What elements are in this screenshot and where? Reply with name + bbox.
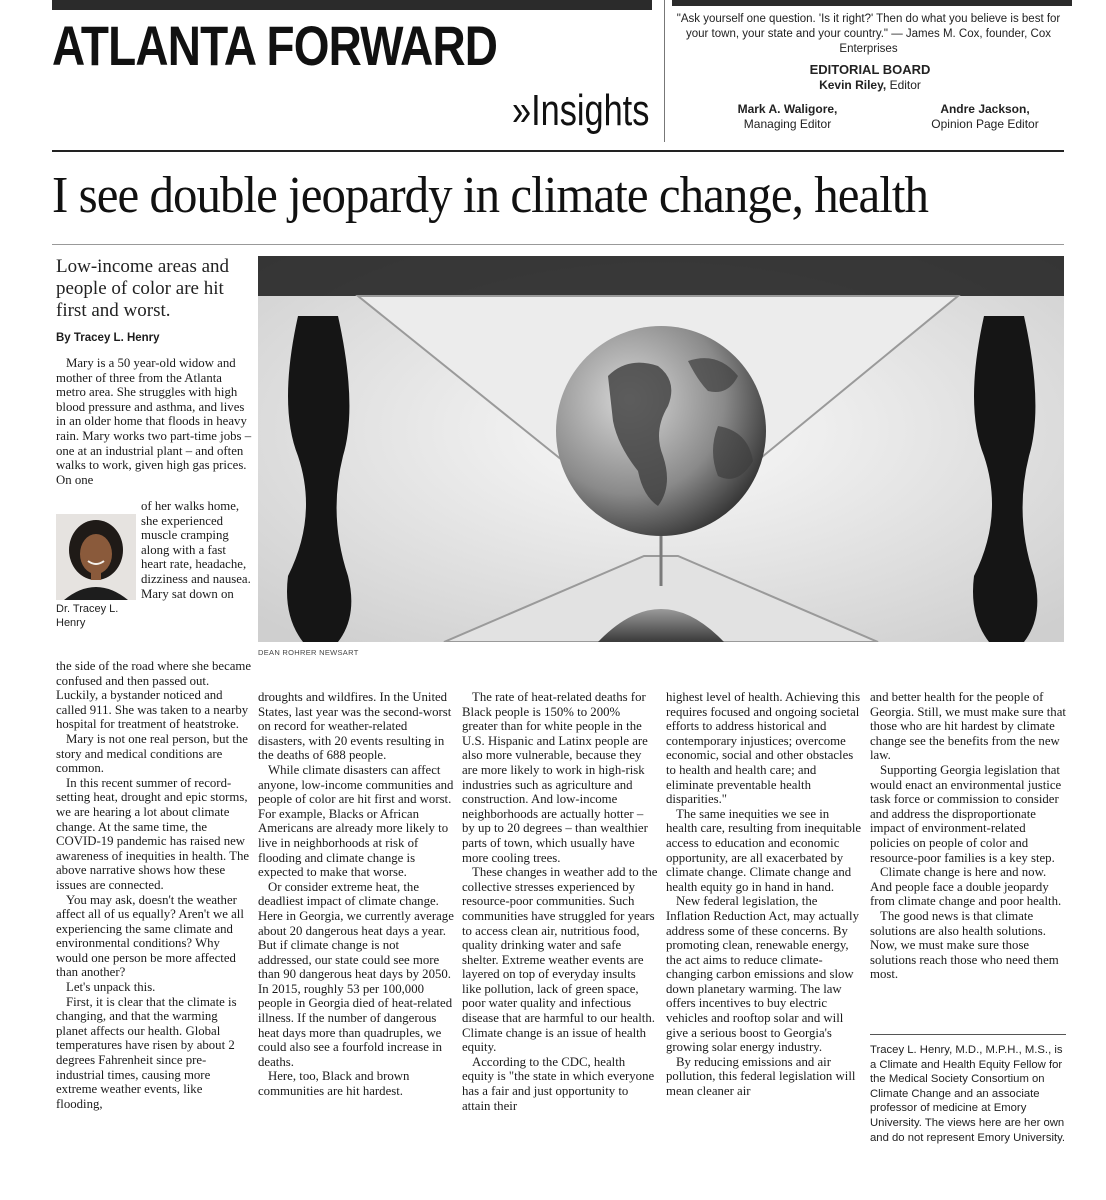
paragraph: highest level of health. Achieving this requires focused and ongoing societal efforts to address historical and contemporary injustices; overcome economic, social and other obstacles to health and health care; and eliminate preventable health disparities.": [666, 690, 861, 807]
opinion-editor-name: Andre Jackson,: [940, 102, 1030, 116]
paragraph: By reducing emissions and air pollution, this federal legislation will mean cleaner air: [666, 1054, 856, 1099]
paragraph: The same inequities we see in health care, resulting from inequitable access to education and economic opportunity, are all exacerbated by climate change. Climate change and health equity go in hand in hand.: [666, 806, 862, 894]
article-column-1-wrap: [141, 499, 252, 601]
paragraph: of her walks home, she experienced muscle cramping along with a fast heart rate, headache, dizziness and nausea. Mary sat down on: [141, 499, 251, 601]
section-subtitle: »Insights: [512, 86, 650, 135]
paragraph: Let's unpack this.: [66, 980, 156, 995]
paragraph: According to the CDC, health equity is "the state in which everyone has a fair and just opportunity to attain their: [462, 1054, 655, 1113]
article-column-1-top: [56, 356, 252, 487]
photo-caption: Dr. Tracey L. Henry: [56, 603, 119, 629]
paragraph: Mary is not one real person, but the story and medical conditions are common.: [56, 731, 248, 776]
masthead-divider: [664, 0, 665, 142]
byline: By Tracey L. Henry: [56, 332, 160, 344]
opinion-editor-role: Opinion Page Editor: [931, 117, 1039, 131]
illustration-credit: DEAN ROHRER NEWSART: [258, 648, 359, 657]
paragraph: The rate of heat-related deaths for Black people is 150% to 200% greater than for white people in the U.S. Hispanic and Latinx people are also more vulnerable, because they are more likely to work in high-risk industries such as agriculture and construction. And low-income neighborhoods are actually hotter – by up to 20 degrees – than wealthier parts of town, which usually have more cooling trees.: [462, 690, 648, 865]
author-bio: Tracey L. Henry, M.D., M.P.H., M.S., is a Climate and Health Equity Fellow for the Medical Society Consortium on Climate Change and an associate professor of medicine at Emory University. The views here are her own and do not represent Emory University.: [870, 1034, 1066, 1145]
paragraph: In this recent summer of record-setting heat, drought and epic storms, we are hearing a lot about climate change. At the same time, the COVID-19 pandemic has raised new awareness of inequities in health. The above narrative shows how these issues are connected.: [56, 775, 250, 892]
paragraph: Or consider extreme heat, the deadliest impact of climate change. Here in Georgia, we currently average about 20 dangerous heat days a year. But if climate change is not addressed, our state could see more than 90 dangerous heat days by 2050. In 2015, roughly 53 per 100,000 people in Georgia died of heat-related illness. If the number of dangerous heat days more than quadruples, we could also see a fourfold increase in deaths.: [258, 879, 454, 1069]
paragraph: Climate change is here and now. And people face a double jeopardy from climate change and poor health.: [870, 865, 1062, 909]
paragraph: Here, too, Black and brown communities are hit hardest.: [258, 1069, 410, 1099]
masthead: [52, 14, 662, 135]
header-rule: [52, 150, 1064, 152]
paragraph: While climate disasters can affect anyone, low-income communities and people of color are hit first and worst. For example, Blacks or African Americans are already more likely to live in neighborhoods at risk of flooding and climate change is expected to make that worse.: [258, 762, 454, 880]
article-column-5: [870, 690, 1066, 982]
founder-quote: "Ask yourself one question. 'Is it right?' Then do what you believe is best for your town, your state and your country." — James M. Cox, founder, Cox Enterprises: [676, 13, 1061, 55]
editor-role: Editor: [889, 78, 921, 92]
managing-editor-role: Managing Editor: [743, 117, 832, 131]
article-column-2: [258, 690, 454, 1099]
paragraph: Supporting Georgia legislation that would enact an environmental justice task force or commission to consider and address the disproportionate impact of environment-related policies on people of color and resource-poor families is a key step.: [870, 762, 1062, 865]
paragraph: These changes in weather add to the collective stresses experienced by resource-poor communities. Such communities have struggled for years to access clean air, nutritious food, quality drinking water and safe shelter. Extreme weather events are layered on top of everyday insults like pollution, lack of green space, poor water quality and infectious disease that are harmful to our health. Climate change is an issue of health equity.: [462, 865, 658, 1055]
paragraph: You may ask, doesn't the weather affect all of us equally? Aren't we all experiencing the same climate and environmental conditions? Why would one person be more affected than another?: [56, 892, 244, 980]
paragraph: First, it is clear that the climate is changing, and that the warming planet affects our health. Global temperatures have risen by about 2 degrees Fahrenheit since pre-industrial times, causing more extreme weather events, like flooding,: [56, 994, 237, 1111]
headline-rule: [52, 244, 1064, 245]
paragraph: the side of the road where she became confused and then passed out. Luckily, a bystander noticed and called 911. She was taken to a nearby hospital for treatment of heatstroke.: [56, 659, 252, 732]
paragraph: The good news is that climate solutions are also health solutions. Now, we must make sure those solutions reach those who need them most.: [870, 908, 1059, 982]
paragraph: and better health for the people of Georgia. Still, we must make sure that those who are hit hardest by climate change see the benefits from the new law.: [870, 690, 1066, 763]
editor-name: Kevin Riley,: [819, 78, 887, 92]
editor-credit: [770, 78, 970, 93]
article-column-3: [462, 690, 658, 1113]
author-photo: [56, 514, 136, 600]
managing-editor-credit: [700, 102, 875, 132]
article-column-4: [666, 690, 862, 1099]
hourglass-globe-illustration: [258, 256, 1064, 642]
article-column-1-bottom: [56, 659, 252, 1111]
section-title: ATLANTA FORWARD: [52, 14, 498, 77]
editorial-board-title: EDITORIAL BOARD: [809, 62, 931, 77]
managing-editor-name: Mark A. Waligore,: [737, 102, 838, 116]
headline: I see double jeopardy in climate change, health: [52, 167, 929, 224]
quote-top-bar: [672, 0, 1072, 6]
deck: Low-income areas and people of color are hit first and worst.: [56, 256, 230, 321]
paragraph: droughts and wildfires. In the United States, last year was the second-worst on record for weather-related disasters, with 20 events resulting in the deaths of 688 people.: [258, 690, 452, 763]
opinion-editor-credit: [895, 102, 1075, 132]
masthead-top-bar: [52, 0, 652, 10]
paragraph: Mary is a 50 year-old widow and mother of three from the Atlanta metro area. She struggles with high blood pressure and asthma, and lives in an older home that floods in heavy rain. Mary works two part-time jobs – one at an industrial plant – and often walks to work, given high gas prices. On one: [56, 356, 252, 487]
paragraph: New federal legislation, the Inflation Reduction Act, may actually address some of these concerns. By promoting clean, renewable energy, the act aims to reduce climate-changing carbon emissions and slow down planetary warming. The law offers incentives to buy electric vehicles and rooftop solar and will give a serious boost to Georgia's growing solar energy industry.: [666, 894, 859, 1055]
